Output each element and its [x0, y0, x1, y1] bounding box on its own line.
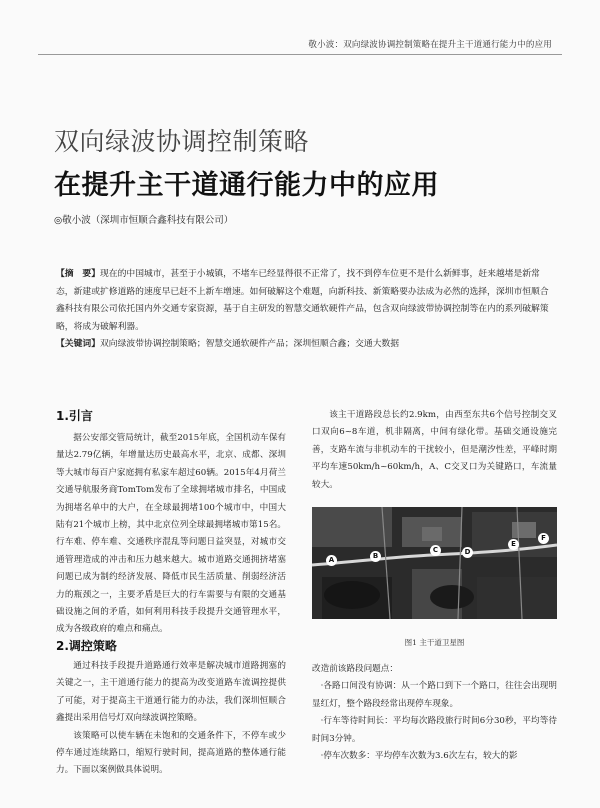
- title-line-1: 双向绿波协调控制策略: [54, 127, 310, 156]
- section-2: [56, 637, 286, 780]
- route-paragraph: 该主干道路段总长约2.9km，由西至东共6个信号控制交叉口双向6~8车道，机非隔离，中间有绿化带。基础交通设施完善，支路车流与非机动车的干扰较小，但是潮汐性差，平峰时期平均车速50km/h~60km/h，A、C交叉口为关键路口，车流量较大。: [312, 410, 557, 490]
- abstract-text: 现在的中国城市，甚至于小城镇，不堵车已经显得很不正常了，找不到停车位更不是什么新鲜事，赶来越堵是新常态，新建或扩修道路的速度早已赶不上新车增速。如何破解这个难题，向新科技、新策略要办法成为必然的选择，深圳市恒顺合鑫科技有限公司依托国内外交通专家资源，基于自主研发的智慧交通软硬件产品，包含双向绿波带协调控制等在内的系列破解策略，将成为破解利器。: [56, 269, 549, 332]
- keywords: [56, 336, 550, 353]
- issues-list: [312, 661, 557, 765]
- section-2-paragraph: 通过科技手段提升道路通行效率是解决城市道路拥塞的关键之一，主干道通行能力的提高为改变道路车流调控提供了可能，对于提高主干道通行能力的办法，我们深圳恒顺合鑫提出采用信号灯双向绿波调控策略。: [56, 661, 286, 724]
- header-rule: [38, 54, 562, 55]
- satellite-map-figure: [312, 507, 557, 619]
- section-1: [56, 407, 286, 639]
- issue-item: ·行车等待时间长：平均每次路段旅行时间6分30秒，平均等待时间3分钟。: [312, 716, 557, 744]
- route-description: [312, 407, 557, 494]
- issues-heading: 改造前该路段问题点：: [312, 664, 398, 674]
- keywords-text: 双向绿波带协调控制策略；智慧交通软硬件产品；深圳恒顺合鑫；交通大数据: [100, 339, 400, 349]
- section-1-paragraph: 据公安部交管局统计，截至2015年底，全国机动车保有量达2.79亿辆，年增量达历史最高水平，北京、成都、深圳等大城市每百户家庭拥有私家车超过60辆。2015年4月荷兰交通导航服务商TomTom发布了全球拥堵城市排名，中国成为拥堵名单中的大户，在全球最拥堵100个城市中，中国大陆有21个城市上榜，其中北京位列全球最拥堵城市第15名。行车难、停车难、交通秩序混乱等问题日益突显，对城市交通管理造成的冲击和压力越来越大。城市道路交通拥挤堵塞问题已成为制约经济发展、降低市民生活质量、削弱经济活力的瓶颈之一，主要矛盾是巨大的行车需要与有限的交通基础设施之间的矛盾，如何利用科技手段提升交通管理水平，成为各级政府的难点和痛点。: [56, 433, 286, 635]
- running-head: 敬小波：双向绿波协调控制策略在提升主干道通行能力中的应用: [308, 40, 552, 50]
- section-2-paragraph: 该策略可以使车辆在未饱和的交通条件下，不停车或少停车通过连续路口，缩短行驶时间，提高道路的整体通行能力。下面以案例做具体说明。: [56, 730, 286, 776]
- section-2-heading: 2.调控策略: [56, 639, 117, 653]
- intersection-marker-f: F: [538, 533, 549, 544]
- abstract: [56, 266, 550, 336]
- section-1-heading: 1.引言: [56, 409, 93, 423]
- figure-caption: 图1 主干道卫星图: [404, 638, 465, 647]
- title-line-2: 在提升主干道通行能力中的应用: [54, 170, 439, 201]
- issue-item: ·停车次数多：平均停车次数为3.6次左右，较大的影: [320, 751, 518, 762]
- intersection-marker-d: D: [462, 547, 473, 558]
- intersection-marker-a: A: [326, 555, 337, 566]
- satellite-image: [312, 507, 557, 619]
- intersection-marker-c: C: [430, 545, 441, 556]
- keywords-label: 【关键词】: [56, 339, 100, 349]
- intersection-marker-b: B: [370, 551, 381, 562]
- intersection-marker-e: E: [508, 539, 519, 550]
- issue-item: ·各路口间没有协调：从一个路口到下一个路口，往往会出现明显红灯，整个路段经常出现停车现象。: [312, 681, 557, 709]
- author-line: ◎敬小波（深圳市恒顺合鑫科技有限公司）: [54, 215, 234, 226]
- abstract-label: 【摘 要】: [56, 269, 100, 279]
